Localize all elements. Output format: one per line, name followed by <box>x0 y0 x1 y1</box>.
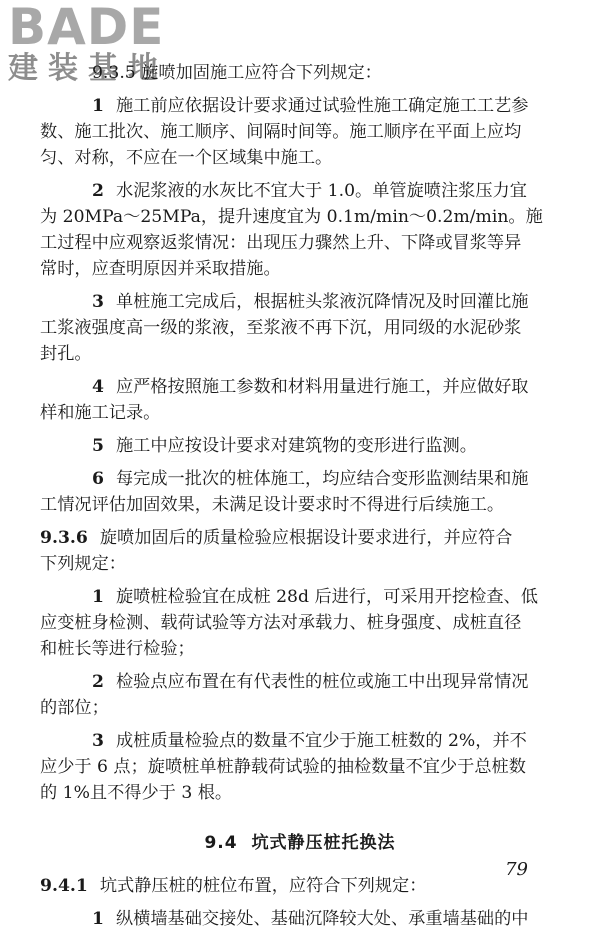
text-line <box>40 119 560 145</box>
list-item <box>40 906 560 932</box>
section-heading <box>40 828 560 853</box>
text-line <box>40 754 560 780</box>
page-body <box>40 60 560 939</box>
text-line <box>40 315 560 341</box>
text-line <box>40 93 560 119</box>
clause-number: 9.4.1 <box>40 876 88 896</box>
paragraph-line: 水泥浆液的水灰比不宜大于 1.0。单管旋喷注浆压力宜 <box>115 181 527 201</box>
paragraph-line: 成桩质量检验点的数量不宜少于施工桩数的 2%，并不 <box>115 731 527 751</box>
paragraph-line: 检验点应布置在有代表性的桩位或施工中出现异常情况 <box>115 672 529 692</box>
paragraph-line: 的 1%且不得少于 3 根。 <box>40 783 233 803</box>
text-line <box>40 728 560 754</box>
paragraph-line: 施工中应按设计要求对建筑物的变形进行监测。 <box>115 436 477 456</box>
paragraph-line: 工情况评估加固效果，未满足设计要求时不得进行后续施工。 <box>40 495 505 515</box>
paragraph-line: 旋喷桩检验宜在成桩 28d 后进行，可采用开挖检查、低 <box>115 587 538 607</box>
clause-number: 9.3.6 <box>40 528 88 548</box>
list-item <box>40 728 560 806</box>
item-number: 2 <box>92 672 104 692</box>
text-line <box>40 669 560 695</box>
text-line <box>40 610 560 636</box>
text-line <box>40 400 560 426</box>
item-number: 4 <box>92 377 104 397</box>
paragraph-line: 样和施工记录。 <box>40 403 161 423</box>
item-number: 5 <box>92 436 104 456</box>
text-line <box>40 374 560 400</box>
paragraph-line: 旋喷加固后的质量检验应根据设计要求进行，并应符合 <box>99 528 513 548</box>
item-number: 1 <box>92 96 104 116</box>
list-item <box>40 669 560 721</box>
paragraph-line: 为 20MPa～25MPa，提升速度宜为 0.1m/min～0.2m/min。施 <box>40 207 543 227</box>
paragraph-line: 纵横墙基础交接处、基础沉降较大处、承重墙基础的中 <box>115 909 529 929</box>
paragraph-line: 应少于 6 点；旋喷桩单桩静载荷试验的抽检数量不宜少于总桩数 <box>40 757 526 777</box>
paragraph-line: 匀、对称，不应在一个区域集中施工。 <box>40 148 333 168</box>
text-line <box>40 906 560 932</box>
text-line <box>40 145 560 171</box>
item-number: 1 <box>92 909 104 929</box>
text-line <box>40 525 560 551</box>
paragraph-line: 和桩长等进行检验； <box>40 639 195 659</box>
paragraph-line: 工浆液强度高一级的浆液，至浆液不再下沉，用同级的水泥砂浆 <box>40 318 522 338</box>
text-line <box>40 695 560 721</box>
text-line <box>40 492 560 518</box>
text-line <box>40 204 560 230</box>
list-item <box>40 433 560 459</box>
logo-subtitle: 建装基地 <box>8 51 168 86</box>
item-number: 6 <box>92 469 104 489</box>
paragraph-line: 坑式静压桩的桩位布置，应符合下列规定： <box>99 876 427 896</box>
text-line <box>40 584 560 610</box>
clause-text: 9.3.5 旋喷加固施工应符合下列规定： <box>92 63 382 83</box>
item-number: 3 <box>92 292 104 312</box>
item-number: 3 <box>92 731 104 751</box>
paragraph-line: 的部位； <box>40 698 109 718</box>
text-line <box>40 178 560 204</box>
item-number: 2 <box>92 181 104 201</box>
text-line <box>40 873 560 899</box>
text-line <box>40 466 560 492</box>
paragraph-line: 工过程中应观察返浆情况：出现压力骤然上升、下降或冒浆等异 <box>40 233 522 253</box>
text-line <box>40 780 560 806</box>
page-number: 79 <box>505 859 528 880</box>
section-9-3-content <box>40 60 560 806</box>
section-title: 坑式静压桩托换法 <box>251 833 396 853</box>
text-line <box>40 433 560 459</box>
paragraph-line: 常时，应查明原因并采取措施。 <box>40 259 281 279</box>
list-item <box>40 466 560 518</box>
list-item <box>40 93 560 171</box>
clause-lead <box>40 60 560 86</box>
text-line <box>40 341 560 367</box>
list-item <box>40 289 560 367</box>
paragraph-line: 应严格按照施工参数和材料用量进行施工，并应做好取 <box>115 377 529 397</box>
paragraph-line: 应变桩身检测、载荷试验等方法对承载力、桩身强度、成桩直径 <box>40 613 522 633</box>
paragraph-line: 单桩施工完成后，根据桩头浆液沉降情况及时回灌比施 <box>115 292 529 312</box>
paragraph-line: 数、施工批次、施工顺序、间隔时间等。施工顺序在平面上应均 <box>40 122 522 142</box>
logo-wordmark: BADE <box>8 0 165 56</box>
list-item <box>40 584 560 662</box>
item-number: 1 <box>92 587 104 607</box>
list-item <box>40 374 560 426</box>
paragraph-line: 每完成一批次的桩体施工，均应结合变形监测结果和施 <box>115 469 529 489</box>
text-line <box>40 636 560 662</box>
paragraph-line: 封孔。 <box>40 344 92 364</box>
paragraph-line: 施工前应依据设计要求通过试验性施工确定施工工艺参 <box>115 96 529 116</box>
text-line <box>40 230 560 256</box>
text-line <box>40 256 560 282</box>
paragraph-line: 下列规定： <box>40 554 126 574</box>
list-item <box>40 178 560 282</box>
section-9-4-content <box>40 873 560 932</box>
clause <box>40 873 560 899</box>
text-line <box>40 551 560 577</box>
text-line <box>40 289 560 315</box>
clause <box>40 525 560 577</box>
section-number: 9.4 <box>204 833 238 853</box>
